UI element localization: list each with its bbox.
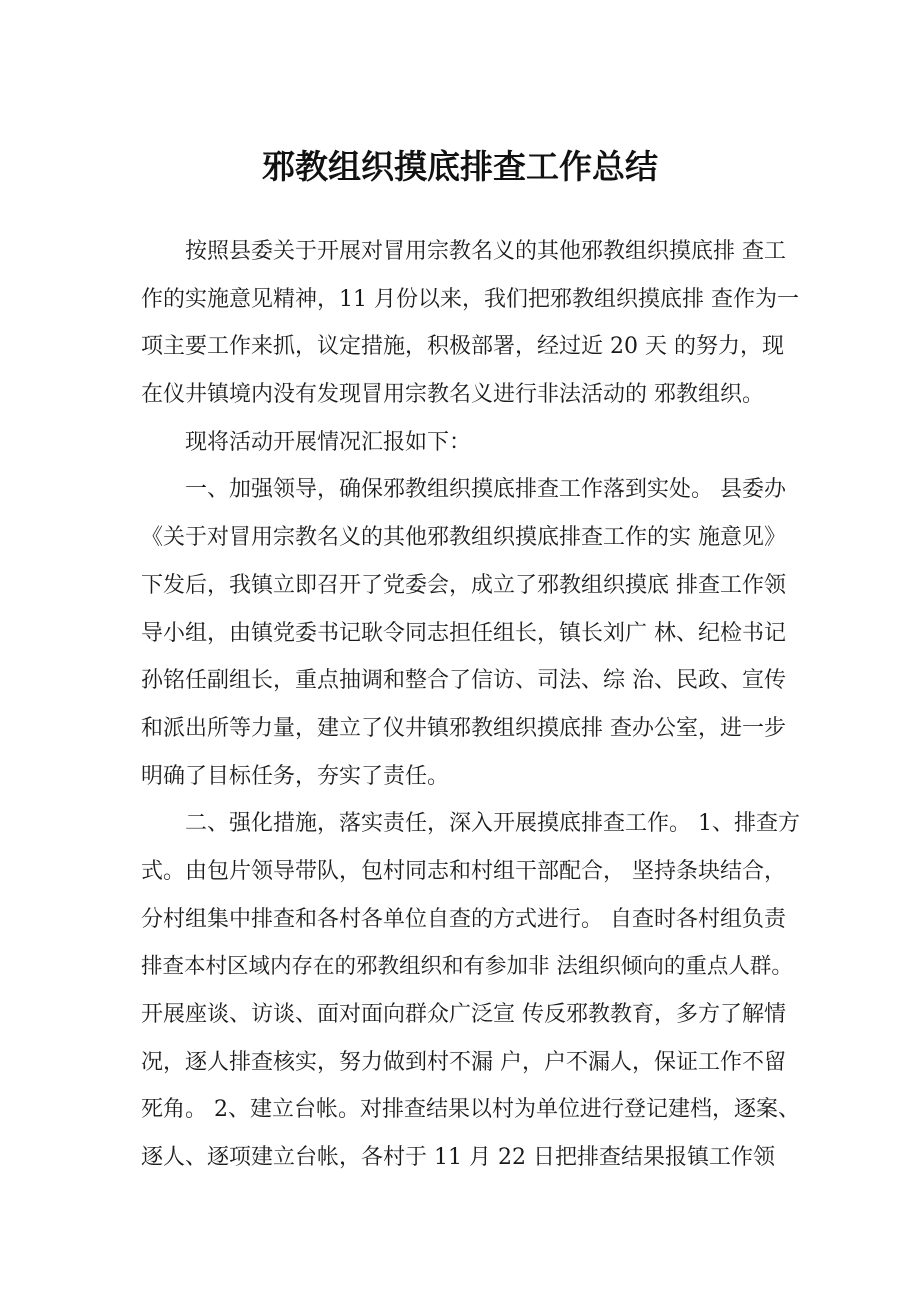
body-line: 在仪井镇境内没有发现冒用宗教名义进行非法活动的 邪教组织。: [141, 382, 764, 408]
body-line: 《关于对冒用宗教名义的其他邪教组织摸底排查工作的实 施意见》: [141, 525, 786, 551]
body-line: 作的实施意见精神，11 月份以来，我们把邪教组织摸底排 查作为一: [141, 286, 799, 312]
body-line: 式。由包片领导带队，包村同志和村组干部配合， 坚持条块结合，: [141, 858, 786, 884]
body-line: 按照县委关于开展对冒用宗教名义的其他邪教组织摸底排 查工: [185, 239, 786, 264]
body-line: 和派出所等力量，建立了仪井镇邪教组织摸底排 查办公室，进一步: [141, 715, 786, 741]
body-line: 分村组集中排查和各村各单位自查的方式进行。 自查时各村组负责: [141, 906, 786, 932]
body-line: 一、加强领导，确保邪教组织摸底排查工作落到实处。 县委办: [185, 477, 786, 503]
body-line: 排查本村区域内存在的邪教组织和有参加非 法组织倾向的重点人群。: [141, 954, 793, 980]
body-line: 孙铭任副组长，重点抽调和整合了信访、司法、综 治、民政、宣传: [141, 668, 786, 694]
body-line: 逐人、逐项建立台帐，各村于 11 月 22 日把排查结果报镇工作领: [141, 1145, 775, 1171]
body-line: 导小组，由镇党委书记耿令同志担任组长，镇长刘广 林、纪检书记: [141, 620, 786, 646]
document-body: [141, 228, 801, 1182]
body-line: 况，逐人排查核实，努力做到村不漏 户，户不漏人，保证工作不留: [141, 1049, 786, 1075]
body-line: 死角。 2、建立台帐。对排查结果以村为单位进行登记建档，逐案、: [141, 1097, 800, 1123]
body-line: 下发后，我镇立即召开了党委会，成立了邪教组织摸底 排查工作领: [141, 572, 786, 598]
body-line: 明确了目标任务，夯实了责任。: [141, 763, 450, 789]
body-line: 现将活动开展情况汇报如下：: [185, 429, 472, 455]
body-line: 项主要工作来抓，议定措施，积极部署，经过近 20 天 的努力，现: [141, 334, 784, 360]
body-line: 开展座谈、访谈、面对面向群众广泛宣 传反邪教教育，多方了解情: [141, 1002, 786, 1027]
document-title: 邪教组织摸底排查工作总结: [262, 147, 658, 186]
body-line: 二、强化措施，落实责任，深入开展摸底排查工作。 1、排查方: [185, 811, 800, 837]
